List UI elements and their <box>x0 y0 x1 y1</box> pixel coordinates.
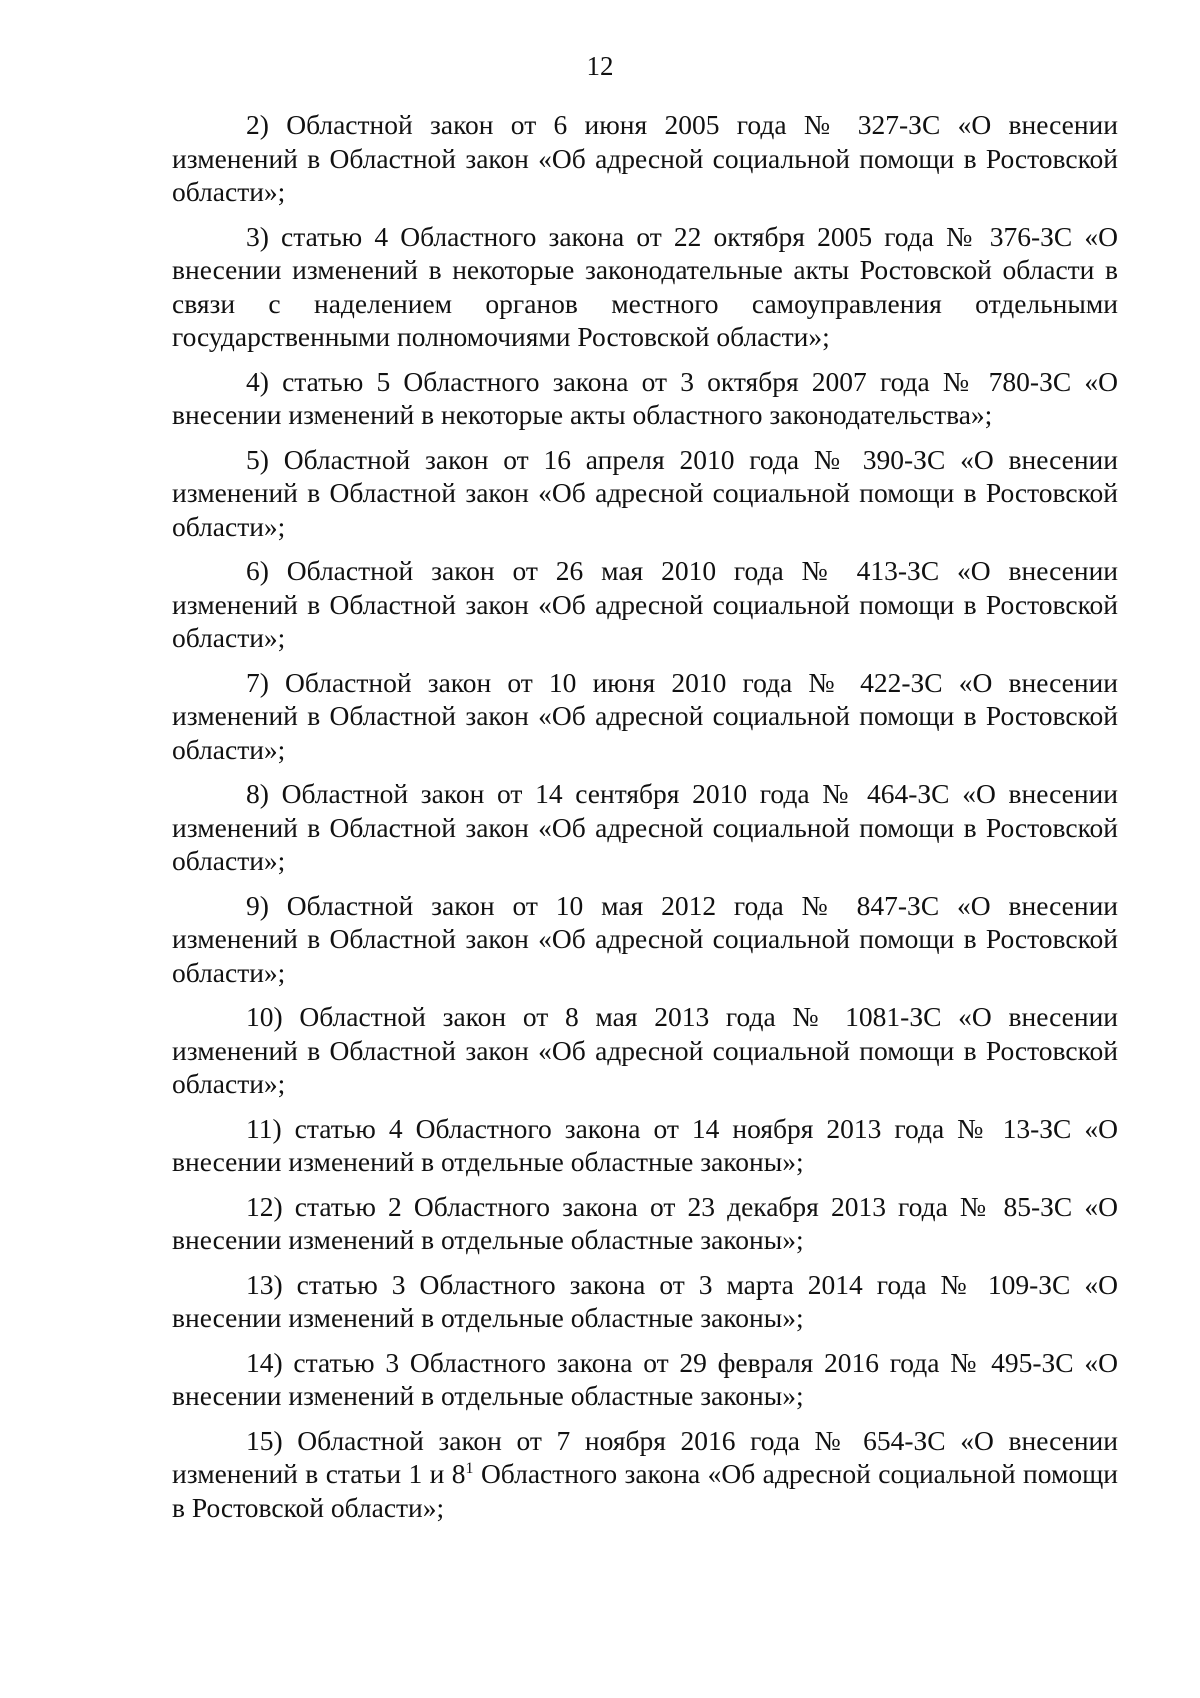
page-number: 12 <box>586 51 614 81</box>
list-item-text: Областного закона «Об адресной социальной помощи в Ростовской области»; <box>172 1458 1118 1523</box>
list-item: 5) Областной закон от 16 апреля 2010 года № 390-ЗС «О внесении изменений в Областной закон «Об адресной социальной помощи в Ростовской области»; <box>172 443 1118 542</box>
list-item: 13) статью 3 Областного закона от 3 марта 2014 года № 109-ЗС «О внесении изменений в отдельные областные законы»; <box>172 1268 1118 1333</box>
list-item: 14) статью 3 Областного закона от 29 февраля 2016 года № 495-ЗС «О внесении изменений в отдельные областные законы»; <box>172 1346 1118 1411</box>
list-item: 6) Областной закон от 26 мая 2010 года № 413-ЗС «О внесении изменений в Областной закон «Об адресной социальной помощи в Ростовской области»; <box>172 555 1118 653</box>
list-item: 12) статью 2 Областного закона от 23 декабря 2013 года № 85-ЗС «О внесении изменений в отдельные областные законы»; <box>172 1190 1118 1255</box>
list-item: 9) Областной закон от 10 мая 2012 года № 847-ЗС «О внесении изменений в Областной закон «Об адресной социальной помощи в Ростовской области»; <box>172 889 1118 988</box>
superscript-index: 1 <box>465 1459 474 1477</box>
list-item: 8) Областной закон от 14 сентября 2010 года № 464-ЗС «О внесении изменений в Областной закон «Об адресной социальной помощи в Ростовской области»; <box>172 778 1118 876</box>
list-item: 4) статью 5 Областного закона от 3 октября 2007 года № 780-ЗС «О внесении изменений в некоторые акты областного законодательства»; <box>172 365 1118 430</box>
list-item: 2) Областной закон от 6 июня 2005 года № 327-ЗС «О внесении изменений в Областной закон «Об адресной социальной помощи в Ростовской области»; <box>172 109 1118 207</box>
list-item-text: 15) Областной закон от 7 ноября 2016 года № 654-ЗС «О внесении изменений в статьи 1 и 8 <box>172 1424 1118 1489</box>
list-item: 10) Областной закон от 8 мая 2013 года № 1081-ЗС «О внесении изменений в Областной закон «Об адресной социальной помощи в Ростовской области»; <box>172 1001 1118 1099</box>
list-item: 11) статью 4 Областного закона от 14 ноября 2013 года № 13-ЗС «О внесении изменений в отдельные областные законы»; <box>172 1112 1118 1177</box>
list-item <box>172 1424 1118 1525</box>
list-of-repealed-laws <box>172 108 1118 1535</box>
list-item: 7) Областной закон от 10 июня 2010 года № 422-ЗС «О внесении изменений в Областной закон «Об адресной социальной помощи в Ростовской области»; <box>172 666 1118 765</box>
list-item: 3) статью 4 Областного закона от 22 октября 2005 года № 376-ЗС «О внесении изменений в некоторые законодательные акты Ростовской области в связи с наделением органов местного самоуправления отдельными государственными полномочиями Ростовской области»; <box>172 220 1118 352</box>
